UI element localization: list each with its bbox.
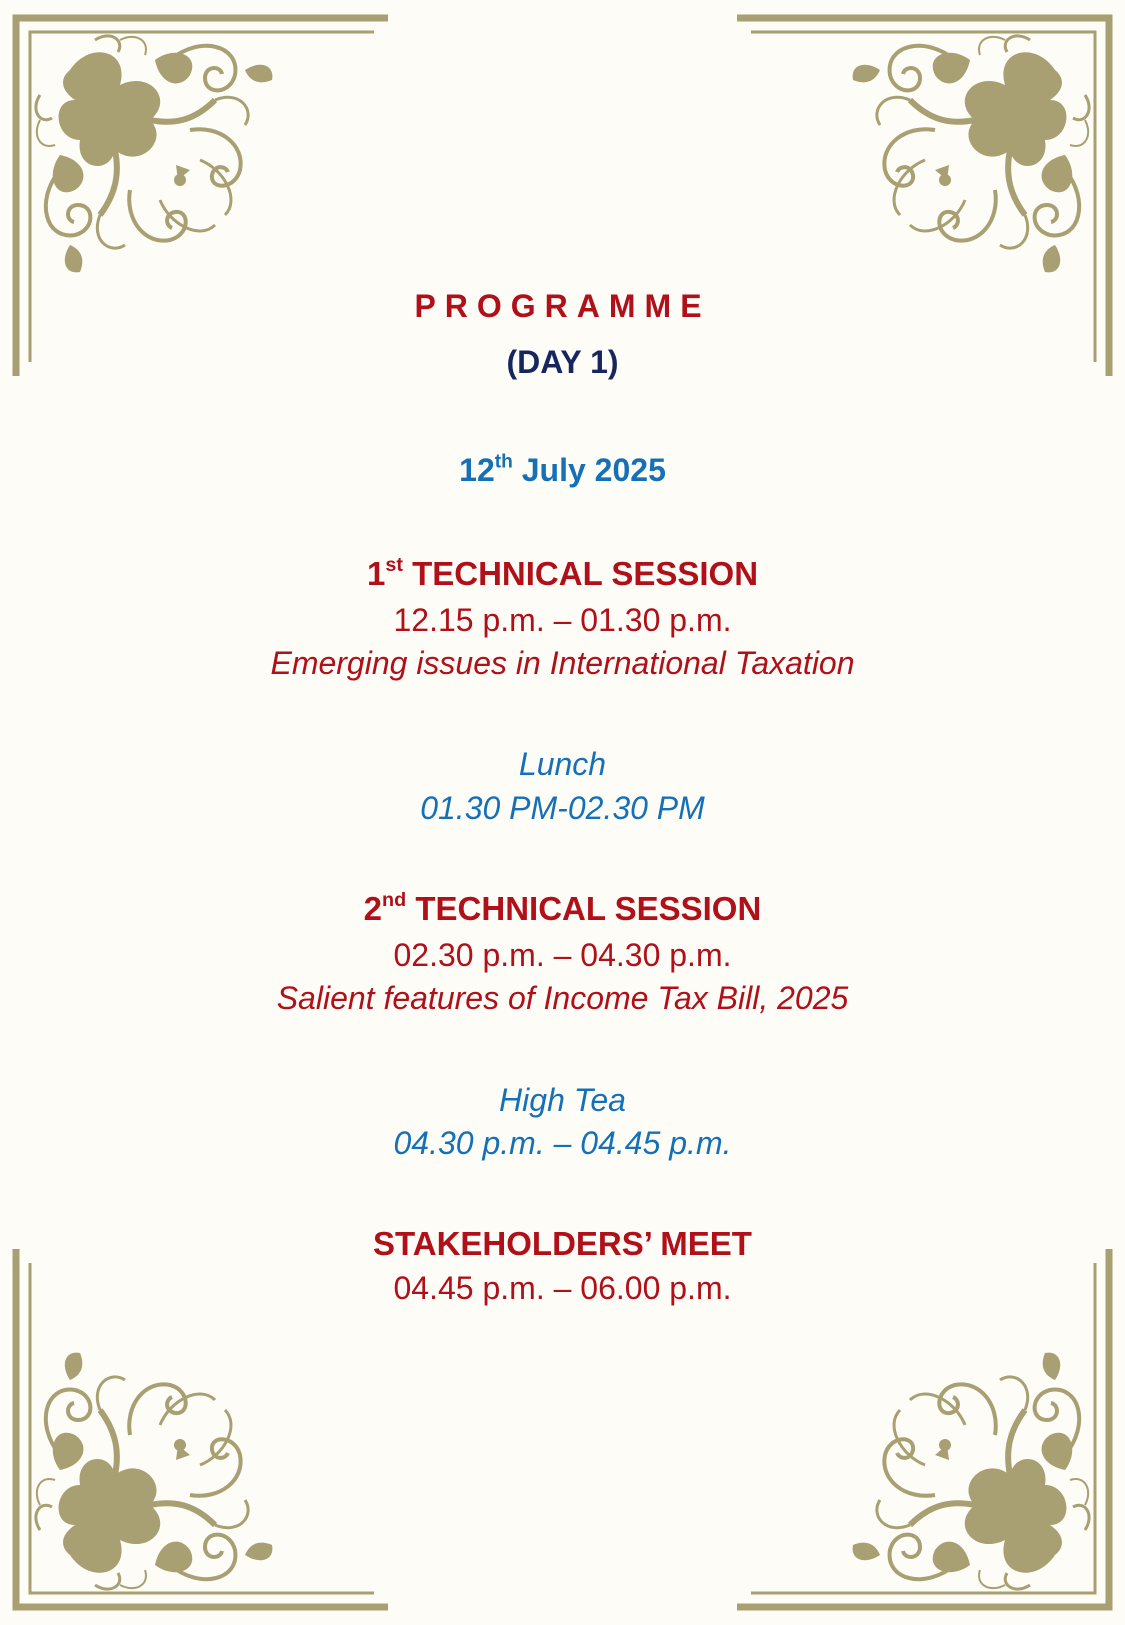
lunch-label: Lunch xyxy=(518,746,607,782)
date-day-number: 12 xyxy=(459,452,495,488)
lunch-time: 01.30 PM-02.30 PM xyxy=(420,790,705,826)
session-1-time: 12.15 p.m. – 01.30 p.m. xyxy=(393,602,732,638)
high-tea-label: High Tea xyxy=(499,1082,626,1118)
session-1-suffix: st xyxy=(385,554,403,577)
date-month-year: July 2025 xyxy=(512,452,666,488)
day-label: (DAY 1) xyxy=(506,344,619,380)
high-tea-time: 04.30 p.m. – 04.45 p.m. xyxy=(393,1125,732,1161)
session-1-heading xyxy=(0,555,1125,593)
corner-ornament-top-right xyxy=(725,0,1125,390)
stakeholders-meet-time: 04.45 p.m. – 06.00 p.m. xyxy=(393,1270,732,1306)
session-2-time: 02.30 p.m. – 04.30 p.m. xyxy=(393,937,732,973)
flourish-ornament xyxy=(36,36,272,272)
session-2-heading-text: TECHNICAL SESSION xyxy=(406,890,762,927)
programme-title: PROGRAMME xyxy=(414,288,711,324)
event-date xyxy=(0,452,1125,489)
session-2-number: 2 xyxy=(363,890,383,927)
corner-ornament-top-left xyxy=(0,0,400,390)
session-1-heading-text: TECHNICAL SESSION xyxy=(402,555,759,592)
stakeholders-meet-heading: STAKEHOLDERS’ MEET xyxy=(373,1225,752,1262)
session-1-number: 1 xyxy=(366,555,386,592)
date-day-suffix: th xyxy=(494,451,513,473)
session-2-topic: Salient features of Income Tax Bill, 2025 xyxy=(276,980,849,1016)
session-1-topic: Emerging issues in International Taxation xyxy=(270,645,855,681)
session-2-suffix: nd xyxy=(382,889,407,912)
session-2-heading xyxy=(0,890,1125,928)
